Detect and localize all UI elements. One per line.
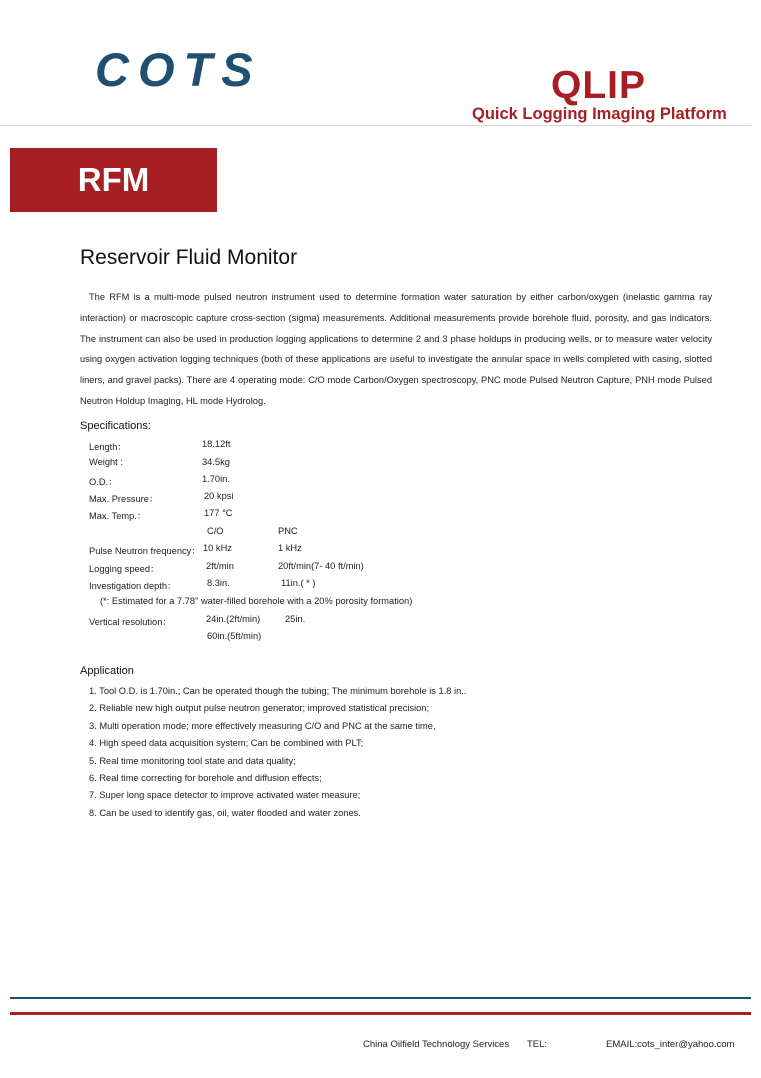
- spec-weight-label: Weight :: [89, 457, 123, 467]
- footer-email: EMAIL:cots_inter@yahoo.com: [606, 1039, 735, 1050]
- spec-speed-pnc: 20ft/min(7- 40 ft/min): [278, 561, 364, 571]
- specifications-heading: Specifications:: [80, 420, 151, 432]
- list-item: 1. Tool O.D. is 1.70in.; Can be operated though the tubing; The minimum borehole is 1.8 in..: [89, 686, 467, 696]
- spec-od-label: O.D.：: [89, 477, 118, 487]
- spec-od-value: 1.70in.: [202, 474, 230, 484]
- list-item: 2. Reliable new high output pulse neutron generator; improved statistical precision;: [89, 703, 430, 714]
- footer-company: China Oilfield Technology Services: [363, 1039, 510, 1050]
- spec-resolution-co: 24in.(2ft/min): [206, 614, 261, 624]
- qlip-subtitle: Quick Logging Imaging Platform: [472, 105, 727, 123]
- spec-frequency-label: Pulse Neutron frequency：: [89, 546, 201, 556]
- list-item: 6. Real time correcting for borehole and diffusion effects;: [89, 772, 322, 783]
- document-title: Reservoir Fluid Monitor: [80, 246, 298, 269]
- application-heading: Application: [80, 665, 134, 677]
- spec-depth-co: 8.3in.: [207, 578, 230, 588]
- header-divider: [0, 125, 751, 126]
- spec-pressure-value: 20 kpsi: [204, 491, 234, 501]
- list-item: 3. Multi operation mode; more effectively measuring C/O and PNC at the same time,: [89, 720, 436, 731]
- spec-footnote: (*: Estimated for a 7.78" water-filled borehole with a 20% porosity formation): [100, 596, 413, 606]
- list-item: 5. Real time monitoring tool state and data quality;: [89, 755, 296, 766]
- footer-tel-label: TEL:: [527, 1039, 548, 1050]
- spec-depth-label: Investigation depth：: [89, 581, 177, 591]
- spec-pressure-label: Max. Pressure：: [89, 494, 159, 504]
- spec-resolution-label: Vertical resolution：: [89, 617, 172, 627]
- list-item: 4. High speed data acquisition system; Can be combined with PLT;: [89, 738, 364, 749]
- spec-column-co: C/O: [207, 526, 224, 536]
- spec-depth-pnc: 11in.( * ): [281, 578, 316, 588]
- spec-temp-label: Max. Temp.：: [89, 511, 147, 521]
- product-code-band: [10, 148, 217, 212]
- spec-frequency-co: 10 kHz: [203, 543, 232, 553]
- footer-divider-red: [10, 1012, 751, 1015]
- spec-length-value: 18.12ft: [202, 439, 231, 449]
- spec-speed-co: 2ft/min: [206, 561, 234, 571]
- cots-logo: COTS: [95, 43, 262, 96]
- spec-temp-value: 177 °C: [204, 508, 233, 518]
- product-code: RFM: [77, 161, 150, 198]
- list-item: 8. Can be used to identify gas, oil, water flooded and water zones.: [89, 807, 361, 818]
- spec-resolution-co-fast: 60in.(5ft/min): [207, 631, 262, 641]
- spec-weight-value: 34.5kg: [202, 457, 230, 467]
- spec-speed-label: Logging speed：: [89, 564, 160, 574]
- qlip-logo: QLIP: [551, 64, 647, 107]
- spec-column-pnc: PNC: [278, 526, 298, 536]
- spec-frequency-pnc: 1 kHz: [278, 543, 302, 553]
- footer-divider-blue: [10, 997, 751, 999]
- intro-paragraph: The RFM is a multi-mode pulsed neutron instrument used to determine formation water saturation by either carbon/oxygen (inelastic gamma ray interaction) or macroscopic capture cross-section (sigma) measurements. Additional measurements provide borehole fluid, porosity, and gas indicators. The instrument can also be used in production logging applications to determine 2 and 3 phase holdups in producing wells, or to measure water velocity using oxygen activation logging techniques (both of these applications are useful to investigate the annular space in wells completed with casing, slotted liners, and gravel packs). There are 4 operating mode: C/O mode Carbon/Oxygen spectroscopy, PNC mode Pulsed Neutron Capture, PNH mode Pulsed Neutron Holdup Imaging, HL mode Hydrolog.: [80, 292, 712, 406]
- list-item: 7. Super long space detector to improve activated water measure;: [89, 790, 361, 801]
- spec-resolution-pnc: 25in.: [285, 614, 306, 624]
- application-list: [89, 683, 466, 822]
- spec-length-label: Length：: [89, 442, 127, 452]
